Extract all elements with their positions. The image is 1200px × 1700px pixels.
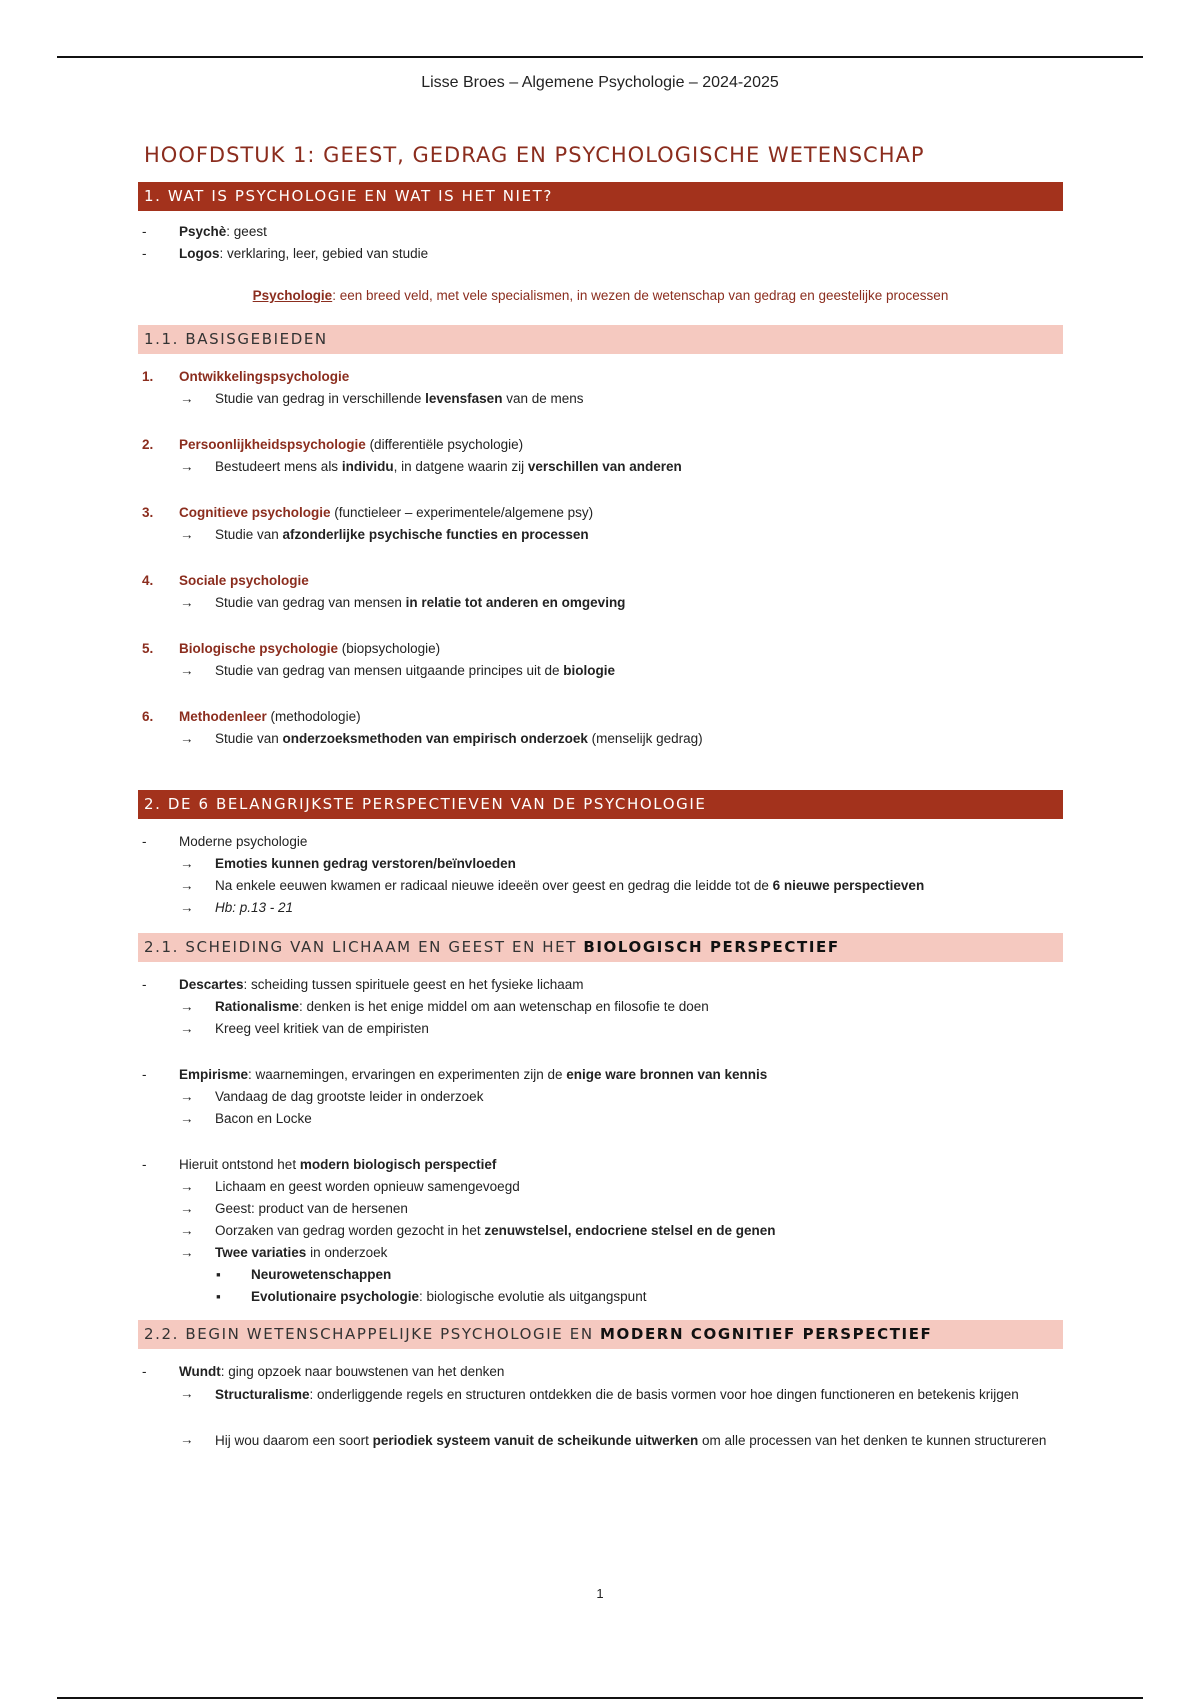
sub-item: → Na enkele eeuwen kwamen er radicaal nieuwe ideeën over geest en gedrag die leidde tot de 6 nieuwe perspectieven	[138, 875, 1063, 897]
sub-item: → Oorzaken van gedrag worden gezocht in het zenuwstelsel, endocriene stelsel en de genen	[138, 1220, 1063, 1242]
dash-bullet: -	[142, 1364, 147, 1379]
sub-item: → Bestudeert mens als individu, in datgene waarin zij verschillen van anderen	[138, 456, 1063, 478]
arrow-icon: →	[180, 1245, 194, 1260]
sub-item: → Geest: product van de hersenen	[138, 1198, 1063, 1220]
arrow-icon: →	[180, 595, 194, 610]
section-1-heading: 1. WAT IS PSYCHOLOGIE EN WAT IS HET NIET?	[138, 182, 1063, 211]
sub-item: → Kreeg veel kritiek van de empiristen	[138, 1018, 1063, 1040]
section-1-1-heading: 1.1. BASISGEBIEDEN	[138, 325, 1063, 354]
arrow-icon: →	[180, 663, 194, 678]
arrow-icon: →	[180, 731, 194, 746]
arrow-icon: →	[180, 1223, 194, 1238]
chapter-title: HOOFDSTUK 1: GEEST, GEDRAG EN PSYCHOLOGISCHE WETENSCHAP	[144, 143, 925, 167]
page-content	[138, 140, 1063, 1475]
arrow-icon: →	[180, 1021, 194, 1036]
arrow-icon: →	[180, 459, 194, 474]
numbered-item: 1. Ontwikkelingspsychologie	[142, 369, 350, 384]
sub-item: → Studie van gedrag in verschillende levensfasen van de mens	[138, 388, 1063, 410]
section-2-2-heading: 2.2. BEGIN WETENSCHAPPELIJKE PSYCHOLOGIE EN MODERN COGNITIEF PERSPECTIEF	[138, 1320, 1063, 1349]
list-item: - Wundt: ging opzoek naar bouwstenen van het denken	[138, 1361, 1063, 1383]
sub-item: → Studie van gedrag van mensen uitgaande principes uit de biologie	[138, 660, 1063, 682]
arrow-icon: →	[180, 1179, 194, 1194]
numbered-item: 6. Methodenleer (methodologie)	[142, 709, 361, 724]
arrow-icon: →	[180, 878, 194, 893]
running-header: Lisse Broes – Algemene Psychologie – 2024-2025	[421, 74, 779, 91]
sub-item: → Lichaam en geest worden opnieuw samengevoegd	[138, 1176, 1063, 1198]
list-item: - Empirisme: waarnemingen, ervaringen en experimenten zijn de enige ware bronnen van kennis	[138, 1064, 1063, 1086]
sub-item: → Rationalisme: denken is het enige middel om aan wetenschap en filosofie te doen	[138, 996, 1063, 1018]
sub-item: → Emoties kunnen gedrag verstoren/beïnvloeden	[138, 853, 1063, 875]
sub-item: → Bacon en Locke	[138, 1108, 1063, 1130]
sub-sub-item: ▪ Neurowetenschappen	[138, 1264, 1063, 1286]
arrow-icon: →	[180, 1089, 194, 1104]
arrow-icon: →	[180, 391, 194, 406]
sub-item: → Hb: p.13 - 21	[138, 897, 1063, 919]
definition-psychologie: Psychologie: een breed veld, met vele specialismen, in wezen de wetenschap van gedrag en geestelijke processen	[252, 288, 949, 303]
list-item: - Psychè: geest	[138, 221, 1063, 243]
arrow-icon: →	[180, 1111, 194, 1126]
sub-item: → Studie van afzonderlijke psychische functies en processen	[138, 524, 1063, 546]
arrow-icon: →	[180, 1386, 194, 1401]
sub-item: → Structuralisme: onderliggende regels en structuren ontdekken die de basis vormen voor hoe dingen functioneren en betekenis krijgen	[138, 1383, 1063, 1429]
dash-bullet: -	[142, 977, 147, 992]
dash-bullet: -	[142, 834, 147, 849]
arrow-icon: →	[180, 900, 194, 915]
page-number: 1	[596, 1586, 604, 1601]
footer-rule	[57, 1697, 1143, 1699]
sub-item: → Studie van onderzoeksmethoden van empirisch onderzoek (menselijk gedrag)	[138, 728, 1063, 750]
term: Psychè	[179, 224, 227, 239]
dash-bullet: -	[142, 1067, 147, 1082]
dash-bullet: -	[142, 1157, 147, 1172]
arrow-icon: →	[180, 527, 194, 542]
square-bullet-icon: ▪	[216, 1289, 221, 1304]
sub-sub-item: ▪ Evolutionaire psychologie: biologische evolutie als uitgangspunt	[138, 1286, 1063, 1308]
section-2-1-heading: 2.1. SCHEIDING VAN LICHAAM EN GEEST EN HET BIOLOGISCH PERSPECTIEF	[138, 933, 1063, 962]
sub-item: → Hij wou daarom een soort periodiek systeem vanuit de scheikunde uitwerken om alle processen van het denken te kunnen structureren	[138, 1429, 1063, 1475]
numbered-item: 5. Biologische psychologie (biopsychologie)	[142, 641, 441, 656]
numbered-item: 3. Cognitieve psychologie (functieleer – experimentele/algemene psy)	[142, 505, 594, 520]
arrow-icon: →	[180, 1432, 194, 1447]
list-item: - Moderne psychologie	[138, 831, 1063, 853]
numbered-item: 2. Persoonlijkheidspsychologie (differentiële psychologie)	[142, 437, 524, 452]
arrow-icon: →	[180, 999, 194, 1014]
list-item: - Descartes: scheiding tussen spirituele geest en het fysieke lichaam	[138, 974, 1063, 996]
arrow-icon: →	[180, 856, 194, 871]
sub-item: → Studie van gedrag van mensen in relatie tot anderen en omgeving	[138, 592, 1063, 614]
numbered-item: 4. Sociale psychologie	[142, 573, 309, 588]
list-item: - Hieruit ontstond het modern biologisch perspectief	[138, 1154, 1063, 1176]
square-bullet-icon: ▪	[216, 1267, 221, 1282]
dash-bullet: -	[142, 246, 147, 261]
term: Logos	[179, 246, 220, 261]
section-2-heading: 2. DE 6 BELANGRIJKSTE PERSPECTIEVEN VAN DE PSYCHOLOGIE	[138, 790, 1063, 819]
dash-bullet: -	[142, 224, 147, 239]
sub-item: → Twee variaties in onderzoek	[138, 1242, 1063, 1264]
header-rule	[57, 56, 1143, 58]
arrow-icon: →	[180, 1201, 194, 1216]
sub-item: → Vandaag de dag grootste leider in onderzoek	[138, 1086, 1063, 1108]
list-item: - Logos: verklaring, leer, gebied van studie	[138, 243, 1063, 265]
